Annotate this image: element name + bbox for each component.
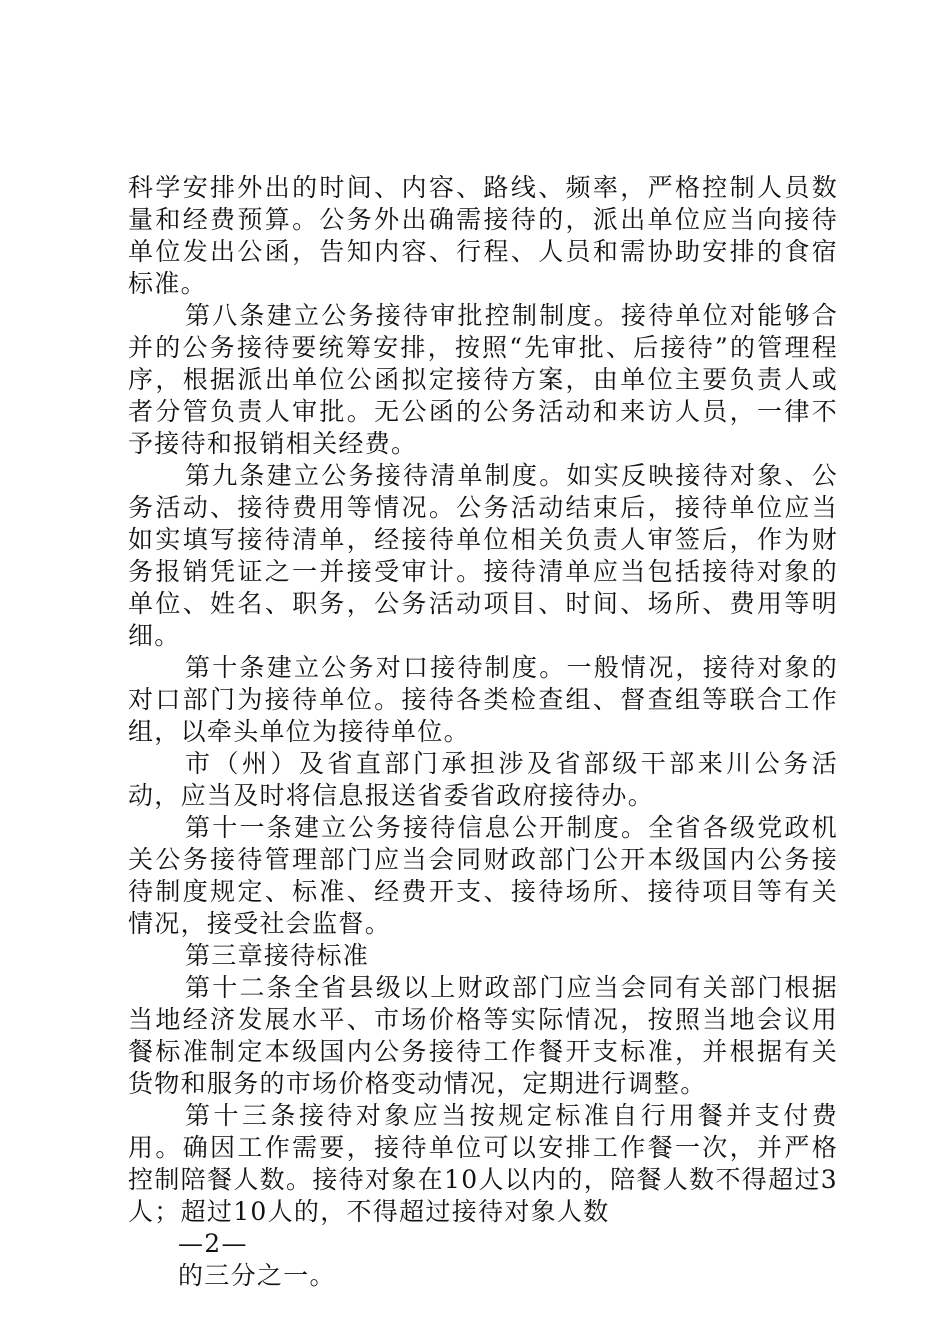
paragraph-article-8: 第八条建立公务接待审批控制制度。接待单位对能够合并的公务接待要统筹安排，按照“先审批、后接待”的管理程序，根据派出单位公函拟定接待方案，由单位主要负责人或者分管负责人审批。无公函的公务活动和来访人员，一律不予接待和报销相关经费。 xyxy=(128,301,838,458)
paragraph-city-report: 市（州）及省直部门承担涉及省部级干部来川公务活动，应当及时将信息报送省委省政府接待办。 xyxy=(128,749,838,810)
paragraph-article-12: 第十二条全省县级以上财政部门应当会同有关部门根据当地经济发展水平、市场价格等实际情况，按照当地会议用餐标准制定本级国内公务接待工作餐开支标准，并根据有关货物和服务的市场价格变动情况，定期进行调整。 xyxy=(128,973,838,1098)
paragraph-article-11: 第十一条建立公务接待信息公开制度。全省各级党政机关公务接待管理部门应当会同财政部门公开本级国内公务接待制度规定、标准、经费开支、接待场所、接待项目等有关情况，接受社会监督。 xyxy=(128,813,838,938)
document-body xyxy=(128,172,838,1292)
paragraph-article-13: 第十三条接待对象应当按规定标准自行用餐并支付费用。确因工作需要，接待单位可以安排工作餐一次，并严格控制陪餐人数。接待对象在10人以内的，陪餐人数不得超过3人；超过10人的，不得超过接待对象人数 xyxy=(128,1101,838,1226)
continuation-text: 的三分之一。 xyxy=(178,1261,336,1290)
paragraph-1: 科学安排外出的时间、内容、路线、频率，严格控制人员数量和经费预算。公务外出确需接待的，派出单位应当向接待单位发出公函，告知内容、行程、人员和需协助安排的食宿标准。 xyxy=(128,173,838,298)
paragraph-article-10: 第十条建立公务对口接待制度。一般情况，接待对象的对口部门为接待单位。接待各类检查组、督查组等联合工作组，以牵头单位为接待单位。 xyxy=(128,653,838,746)
chapter-heading: 第三章接待标准 xyxy=(185,941,370,970)
page-number: —2— xyxy=(178,1229,248,1258)
paragraph-article-9: 第九条建立公务接待清单制度。如实反映接待对象、公务活动、接待费用等情况。公务活动结束后，接待单位应当如实填写接待清单，经接待单位相关负责人审签后，作为财务报销凭证之一并接受审计。接待清单应当包括接待对象的单位、姓名、职务，公务活动项目、时间、场所、费用等明细。 xyxy=(128,461,838,650)
